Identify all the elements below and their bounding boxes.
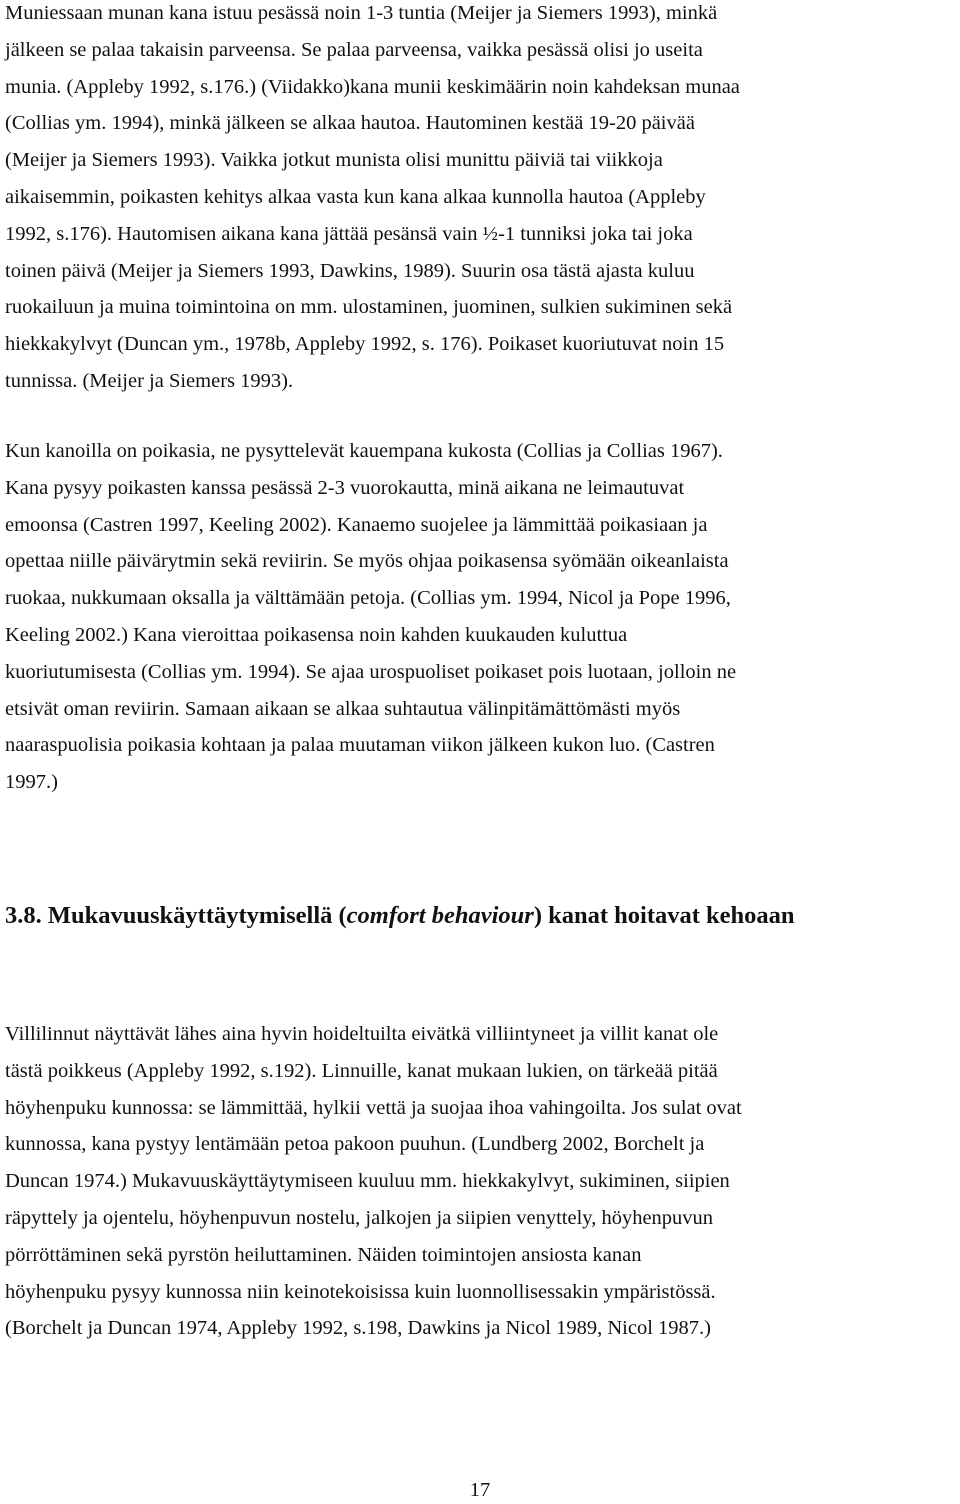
text-line: Muniessaan munan kana istuu pesässä noin 1-3 tuntia (Meijer ja Siemers 1993), minkä <box>5 2 718 24</box>
paragraph-brooding <box>5 433 955 801</box>
heading-italic-term: comfort behaviour <box>346 902 534 929</box>
text-line: tunnissa. (Meijer ja Siemers 1993). <box>5 369 294 392</box>
text-line: Villilinnut näyttävät lähes aina hyvin hoideltuilta eivätkä villiintyneet ja villit kanat ole <box>5 1023 719 1045</box>
text-line: Kana pysyy poikasten kanssa pesässä 2-3 vuorokautta, minä aikana ne leimautuvat <box>5 476 685 499</box>
text-line: opettaa niille päivärytmin sekä reviirin. Se myös ohjaa poikasensa syömään oikeanlaista <box>5 550 729 573</box>
text-line: ruokailuun ja muina toimintoina on mm. ulostaminen, juominen, sulkien sukiminen sekä <box>5 296 733 319</box>
text-line: ruokaa, nukkumaan oksalla ja välttämään petoja. (Collias ym. 1994, Nicol ja Pope 1996, <box>5 587 731 610</box>
section-heading <box>5 896 955 936</box>
text-line: pörröttäminen sekä pyrstön heiluttaminen. Näiden toimintojen ansiosta kanan <box>5 1243 642 1266</box>
text-line: aikaisemmin, poikasten kehitys alkaa vasta kun kana alkaa kunnolla hautoa (Appleby <box>5 185 706 208</box>
text-line: Kun kanoilla on poikasia, ne pysyttelevät kauempana kukosta (Collias ja Collias 1967). <box>5 440 723 462</box>
paragraph-incubation <box>5 0 955 400</box>
text-line: Keeling 2002.) Kana vieroittaa poikasensa noin kahden kuukauden kuluttua <box>5 623 628 646</box>
text-line: (Meijer ja Siemers 1993). Vaikka jotkut munista olisi munittu päiviä tai viikkoja <box>5 149 663 172</box>
text-line: 1992, s.176). Hautomisen aikana kana jättää pesänsä vain ½-1 tunniksi joka tai joka <box>5 222 693 245</box>
text-line: (Borchelt ja Duncan 1974, Appleby 1992, s.198, Dawkins ja Nicol 1989, Nicol 1987.) <box>5 1317 711 1340</box>
text-line: hiekkakylvyt (Duncan ym., 1978b, Appleby 1992, s. 176). Poikaset kuoriutuvat noin 15 <box>5 333 725 356</box>
text-line: (Collias ym. 1994), minkä jälkeen se alkaa hautoa. Hautominen kestää 19-20 päivää <box>5 112 695 135</box>
text-line: höyhenpuku kunnossa: se lämmittää, hylkii vettä ja suojaa ihoa vahingoilta. Jos sulat ovat <box>5 1096 742 1119</box>
text-line: etsivät oman reviirin. Samaan aikaan se alkaa suhtautua välinpitämättömästi myös <box>5 697 681 720</box>
text-line: munia. (Appleby 1992, s.176.) (Viidakko)kana munii keskimäärin noin kahdeksan munaa <box>5 75 740 98</box>
heading-text-before: Mukavuuskäyttäytymisellä ( <box>47 902 347 929</box>
text-line: toinen päivä (Meijer ja Siemers 1993, Dawkins, 1989). Suurin osa tästä ajasta kuluu <box>5 259 695 282</box>
text-line: 1997.) <box>5 771 58 794</box>
text-line: kunnossa, kana pystyy lentämään petoa pakoon puuhun. (Lundberg 2002, Borchelt ja <box>5 1133 705 1156</box>
text-line: jälkeen se palaa takaisin parveensa. Se palaa parveensa, vaikka pesässä olisi jo useita <box>5 38 703 61</box>
text-line: Duncan 1974.) Mukavuuskäyttäytymiseen kuuluu mm. hiekkakylvyt, sukiminen, siipien <box>5 1170 730 1193</box>
heading-text-after: ) kanat hoitavat kehoaan <box>533 902 795 929</box>
text-line: emoonsa (Castren 1997, Keeling 2002). Kanaemo suojelee ja lämmittää poikasiaan ja <box>5 513 708 536</box>
page-number: 17 <box>469 1479 491 1501</box>
text-line: räpyttely ja ojentelu, höyhenpuvun nostelu, jalkojen ja siipien venyttely, höyhenpuvun <box>5 1206 714 1229</box>
text-line: höyhenpuku pysyy kunnossa niin keinotekoisissa kuin luonnollisessakin ympäristössä. <box>5 1280 716 1303</box>
text-line: naaraspuolisia poikasia kohtaan ja palaa muutaman viikon jälkeen kukon luo. (Castren <box>5 734 715 757</box>
paragraph-comfort-behaviour <box>5 1016 955 1347</box>
text-line: tästä poikkeus (Appleby 1992, s.192). Linnuille, kanat mukaan lukien, on tärkeää pitää <box>5 1059 718 1082</box>
text-line: kuoriutumisesta (Collias ym. 1994). Se ajaa urospuoliset poikaset pois luotaan, jolloin ne <box>5 660 737 683</box>
section-number: 3.8. <box>5 902 42 929</box>
